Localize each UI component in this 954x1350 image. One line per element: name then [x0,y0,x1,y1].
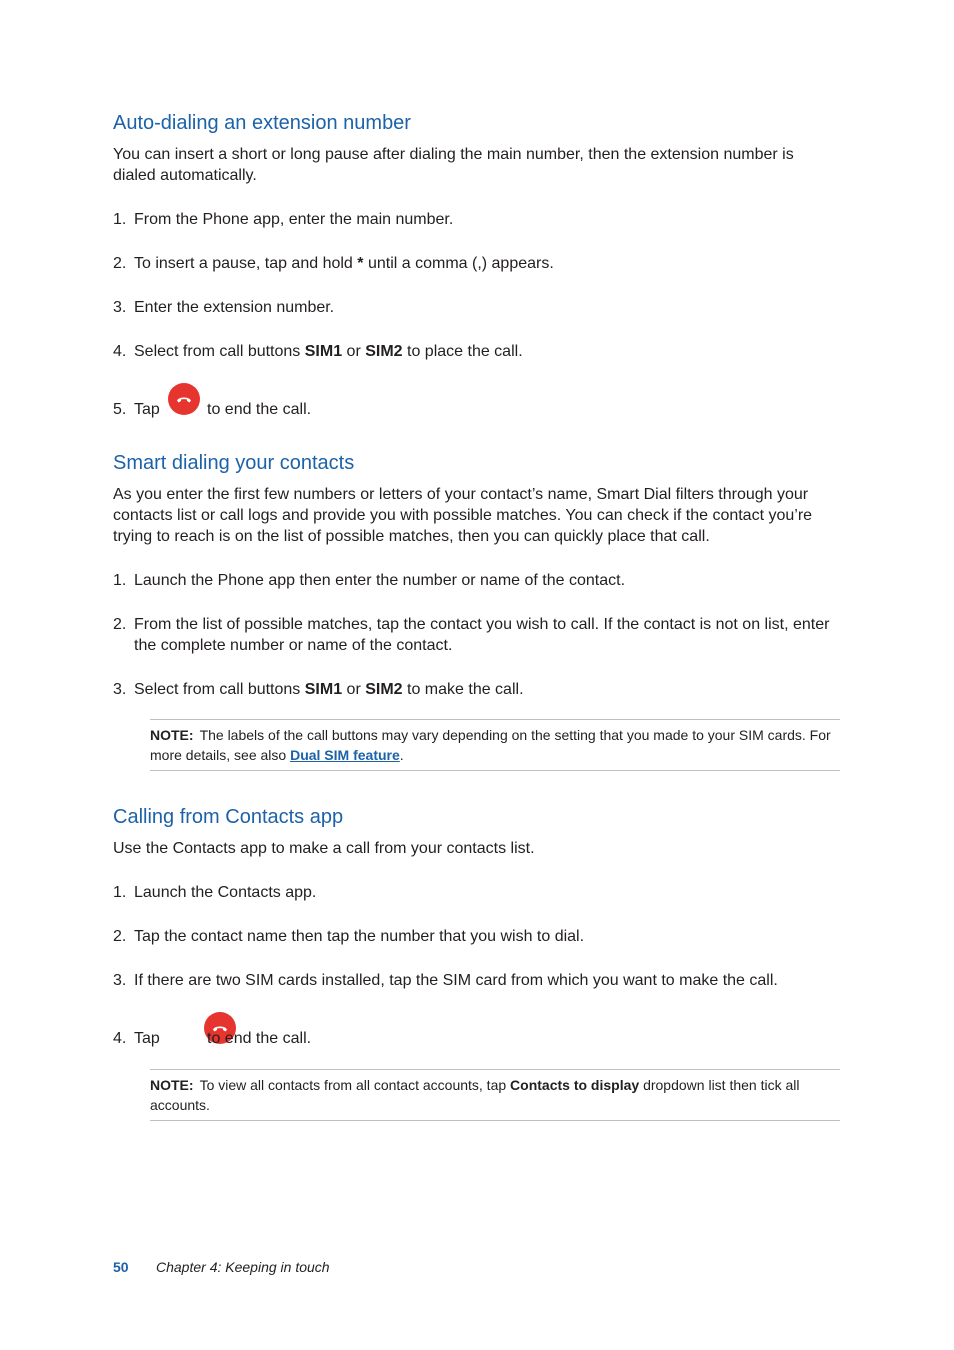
step-number: 1. [113,572,127,589]
step-text: Launch the Contacts app. [134,884,317,901]
contacts-to-display-label: Contacts to display [510,1077,640,1093]
step-number: 3. [113,972,127,989]
section-intro-contacts-app: Use the Contacts app to make a call from your contacts list. [113,840,535,857]
section-title-contacts-app: Calling from Contacts app [113,806,344,828]
step-text: Enter the extension number. [134,299,335,316]
note-text: To view all contacts from all contact accounts, tap [199,1077,511,1093]
page-number: 50 [113,1259,129,1275]
step-text: Tap [134,1030,160,1047]
step-number: 1. [113,211,127,228]
step-text: Select from call buttons SIM1 or SIM2 to place the call. [134,343,523,360]
section-intro-auto-dialing: You can insert a short or long pause after dialing the main number, then the extension number is dialed automatically. [113,146,794,184]
chapter-title: Chapter 4: Keeping in touch [156,1259,330,1275]
step-text-continuation: to end the call. [207,1030,312,1047]
step-number: 2. [113,255,127,272]
step-number: 3. [113,299,127,316]
step-number: 2. [113,928,127,945]
step-text: If there are two SIM cards installed, tap the SIM card from which you want to make the call. [134,972,778,989]
note-label: NOTE: [150,1077,194,1093]
note-box: NOTE: The labels of the call buttons may vary depending on the setting that you made to your SIM cards. For more details, see also Dual SIM feature. [150,719,840,771]
step-number: 2. [113,616,127,633]
step-text: Tap the contact name then tap the number that you wish to dial. [134,928,585,945]
section-intro-smart-dialing: As you enter the first few numbers or letters of your contact’s name, Smart Dial filters through your contacts list or call logs and provide you with possible matches. You can check if the contact you’re trying to reach is on the list of possible matches, then you can quickly place that call. [113,486,813,545]
step-text: Launch the Phone app then enter the number or name of the contact. [134,572,626,589]
step-number: 4. [113,343,127,360]
step-text: From the list of possible matches, tap the contact you wish to call. If the contact is not on list, enter the complete number or name of the contact. [134,616,830,654]
note-box: NOTE: To view all contacts from all contact accounts, tap Contacts to display dropdown list then tick all accounts. [150,1069,840,1121]
step-number: 4. [113,1030,127,1047]
step-number: 3. [113,681,127,698]
step-number: 5. [113,401,127,418]
end-call-icon [168,383,200,415]
dual-sim-feature-link[interactable]: Dual SIM feature [290,746,400,763]
step-text: Tap [134,401,160,418]
step-text: Select from call buttons SIM1 or SIM2 to make the call. [134,681,524,698]
note-label: NOTE: [150,727,194,743]
note-text: The labels of the call buttons may vary depending on the setting that you made to your SIM cards. For more details, see also [150,727,831,763]
section-title-smart-dialing: Smart dialing your contacts [113,452,355,474]
step-text: To insert a pause, tap and hold * until a comma (,) appears. [134,255,554,272]
section-title-auto-dialing: Auto-dialing an extension number [113,112,411,134]
step-text: From the Phone app, enter the main number. [134,211,454,228]
step-text-continuation: to end the call. [207,401,312,418]
step-number: 1. [113,884,127,901]
